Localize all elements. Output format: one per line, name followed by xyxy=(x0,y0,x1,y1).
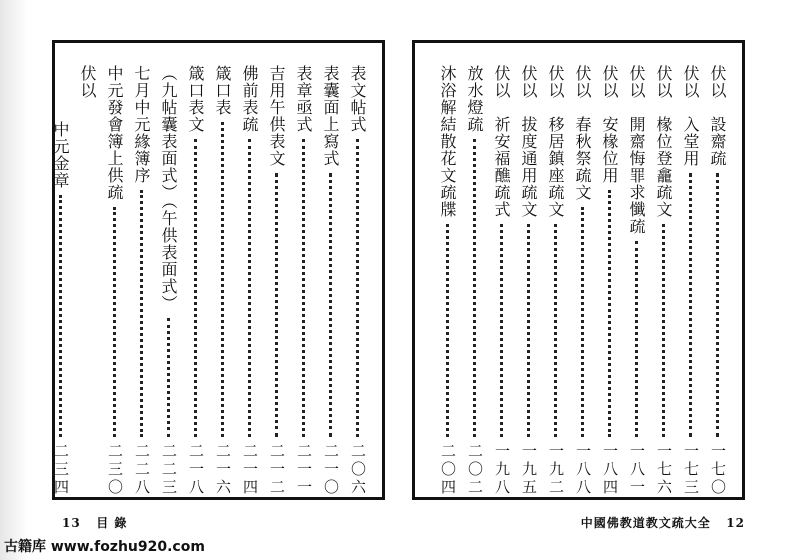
toc-entry-title: 伏以 春秋祭疏文 xyxy=(573,65,592,201)
toc-dot-leader xyxy=(608,190,611,437)
toc-dot-leader xyxy=(662,224,665,437)
toc-entry xyxy=(210,65,235,497)
toc-dot-leader xyxy=(140,190,143,437)
right-page-book-title: 中國佛教道教文疏大全 xyxy=(580,516,711,530)
toc-entry-page-number: 一七〇 xyxy=(709,443,727,497)
toc-dot-leader xyxy=(635,241,638,437)
toc-entry xyxy=(75,65,100,497)
toc-dot-leader xyxy=(716,173,719,437)
toc-dot-leader xyxy=(221,122,224,437)
toc-entry-title: 伏以 開齋悔罪求懺疏 xyxy=(627,65,646,235)
toc-entry xyxy=(624,65,649,497)
toc-entry xyxy=(318,65,343,497)
toc-dot-leader xyxy=(527,224,530,437)
toc-entry xyxy=(570,65,595,497)
toc-dot-leader xyxy=(302,139,305,437)
toc-entry-title: 中元發會簿上供疏 xyxy=(105,65,124,201)
toc-entry-title: 表囊面上寫式 xyxy=(321,65,340,167)
toc-entry-title: 伏以 椽位登龕疏文 xyxy=(654,65,673,218)
left-page-frame xyxy=(52,40,385,500)
toc-entry-page-number: 二〇四 xyxy=(439,443,457,497)
toc-entry-page-number: 二一二 xyxy=(268,443,286,497)
toc-entry xyxy=(678,65,703,497)
toc-dot-leader xyxy=(167,318,170,437)
toc-entry-page-number: 一七六 xyxy=(655,443,673,497)
toc-entry-page-number: 二一四 xyxy=(241,443,259,497)
toc-entry xyxy=(543,65,568,497)
toc-entry xyxy=(462,65,487,497)
toc-dot-leader xyxy=(473,139,476,437)
toc-dot-leader xyxy=(689,173,692,437)
toc-entry xyxy=(516,65,541,497)
toc-entry-title: 七月中元緣簿序 xyxy=(132,65,151,184)
toc-entry-page-number: 一八八 xyxy=(574,443,592,497)
right-page-number: 12 xyxy=(726,516,745,530)
toc-entry xyxy=(102,65,127,497)
toc-entry-title: （九帖囊表面式）（午供表面式） xyxy=(159,65,178,312)
toc-entry-page-number: 二一〇 xyxy=(322,443,340,497)
toc-entry-title: 表文帖式 xyxy=(348,65,367,133)
toc-entry-title: 吉用午供表文 xyxy=(267,65,286,167)
toc-dot-leader xyxy=(329,173,332,437)
toc-entry-title: 伏以 祈安福醮疏式 xyxy=(492,65,511,218)
toc-entry-page-number: 二三四 xyxy=(52,443,70,497)
toc-dot-leader xyxy=(113,207,116,437)
toc-entry xyxy=(237,65,262,497)
toc-entry-page-number: 一八四 xyxy=(601,443,619,497)
toc-entry-title: 伏以 xyxy=(78,65,97,99)
toc-dot-leader xyxy=(554,224,557,437)
toc-dot-leader xyxy=(59,195,62,437)
toc-dot-leader xyxy=(248,139,251,437)
toc-entry-page-number: 二〇二 xyxy=(466,443,484,497)
toc-entry xyxy=(183,65,208,497)
toc-entry xyxy=(435,65,460,497)
toc-entry-title: 伏以 移居鎮座疏文 xyxy=(546,65,565,218)
left-page-footer xyxy=(62,514,127,531)
right-page-frame xyxy=(412,40,745,500)
toc-entry-page-number: 一九八 xyxy=(493,443,511,497)
toc-entry xyxy=(264,65,289,497)
toc-entry-title: 箴口表 xyxy=(213,65,232,116)
toc-dot-leader xyxy=(500,224,503,437)
toc-entry-page-number: 一九二 xyxy=(547,443,565,497)
toc-entry-page-number: 二一一 xyxy=(295,443,313,497)
toc-entry-page-number: 二〇六 xyxy=(349,443,367,497)
toc-entry-page-number: 二一八 xyxy=(187,443,205,497)
toc-entry-title: 表章亟式 xyxy=(294,65,313,133)
toc-entry-page-number: 一七三 xyxy=(682,443,700,497)
toc-entry-page-number: 二二八 xyxy=(133,443,151,497)
toc-entry-page-number: 二二三 xyxy=(160,443,178,497)
toc-entry-title: 伏以 拔度通用疏文 xyxy=(519,65,538,218)
toc-dot-leader xyxy=(581,207,584,437)
right-page-footer xyxy=(581,514,745,531)
toc-entry xyxy=(48,65,73,497)
toc-entry xyxy=(345,65,370,497)
toc-entry-page-number: 一九五 xyxy=(520,443,538,497)
toc-entry xyxy=(597,65,622,497)
left-page-section-title: 目 錄 xyxy=(96,516,128,530)
toc-entry xyxy=(156,65,181,497)
toc-dot-leader xyxy=(194,139,197,437)
scan-gutter-shadow xyxy=(0,0,28,560)
left-page-number: 13 xyxy=(62,516,81,530)
site-watermark: 古籍库 www.fozhu920.com xyxy=(4,539,205,555)
toc-entry-title: 中元金章 xyxy=(51,121,70,189)
toc-entry xyxy=(705,65,730,497)
toc-dot-leader xyxy=(356,139,359,437)
toc-entry-title: 伏以 設齋疏 xyxy=(708,65,727,167)
toc-entry xyxy=(489,65,514,497)
toc-entry xyxy=(129,65,154,497)
toc-entry-title: 箴口表文 xyxy=(186,65,205,133)
toc-dot-leader xyxy=(275,173,278,437)
toc-entry xyxy=(291,65,316,497)
toc-entry-title: 伏以 入堂用 xyxy=(681,65,700,167)
toc-entry-page-number: 二三〇 xyxy=(106,443,124,497)
toc-entry-title: 放水燈疏 xyxy=(465,65,484,133)
toc-entry-title: 伏以 安椽位用 xyxy=(600,65,619,184)
toc-entry-page-number: 二一六 xyxy=(214,443,232,497)
toc-entry-title: 佛前表疏 xyxy=(240,65,259,133)
toc-entry-page-number: 一八一 xyxy=(628,443,646,497)
toc-dot-leader xyxy=(446,224,449,437)
toc-entry xyxy=(651,65,676,497)
toc-entry-title: 沐浴解結散花文疏牒 xyxy=(438,65,457,218)
